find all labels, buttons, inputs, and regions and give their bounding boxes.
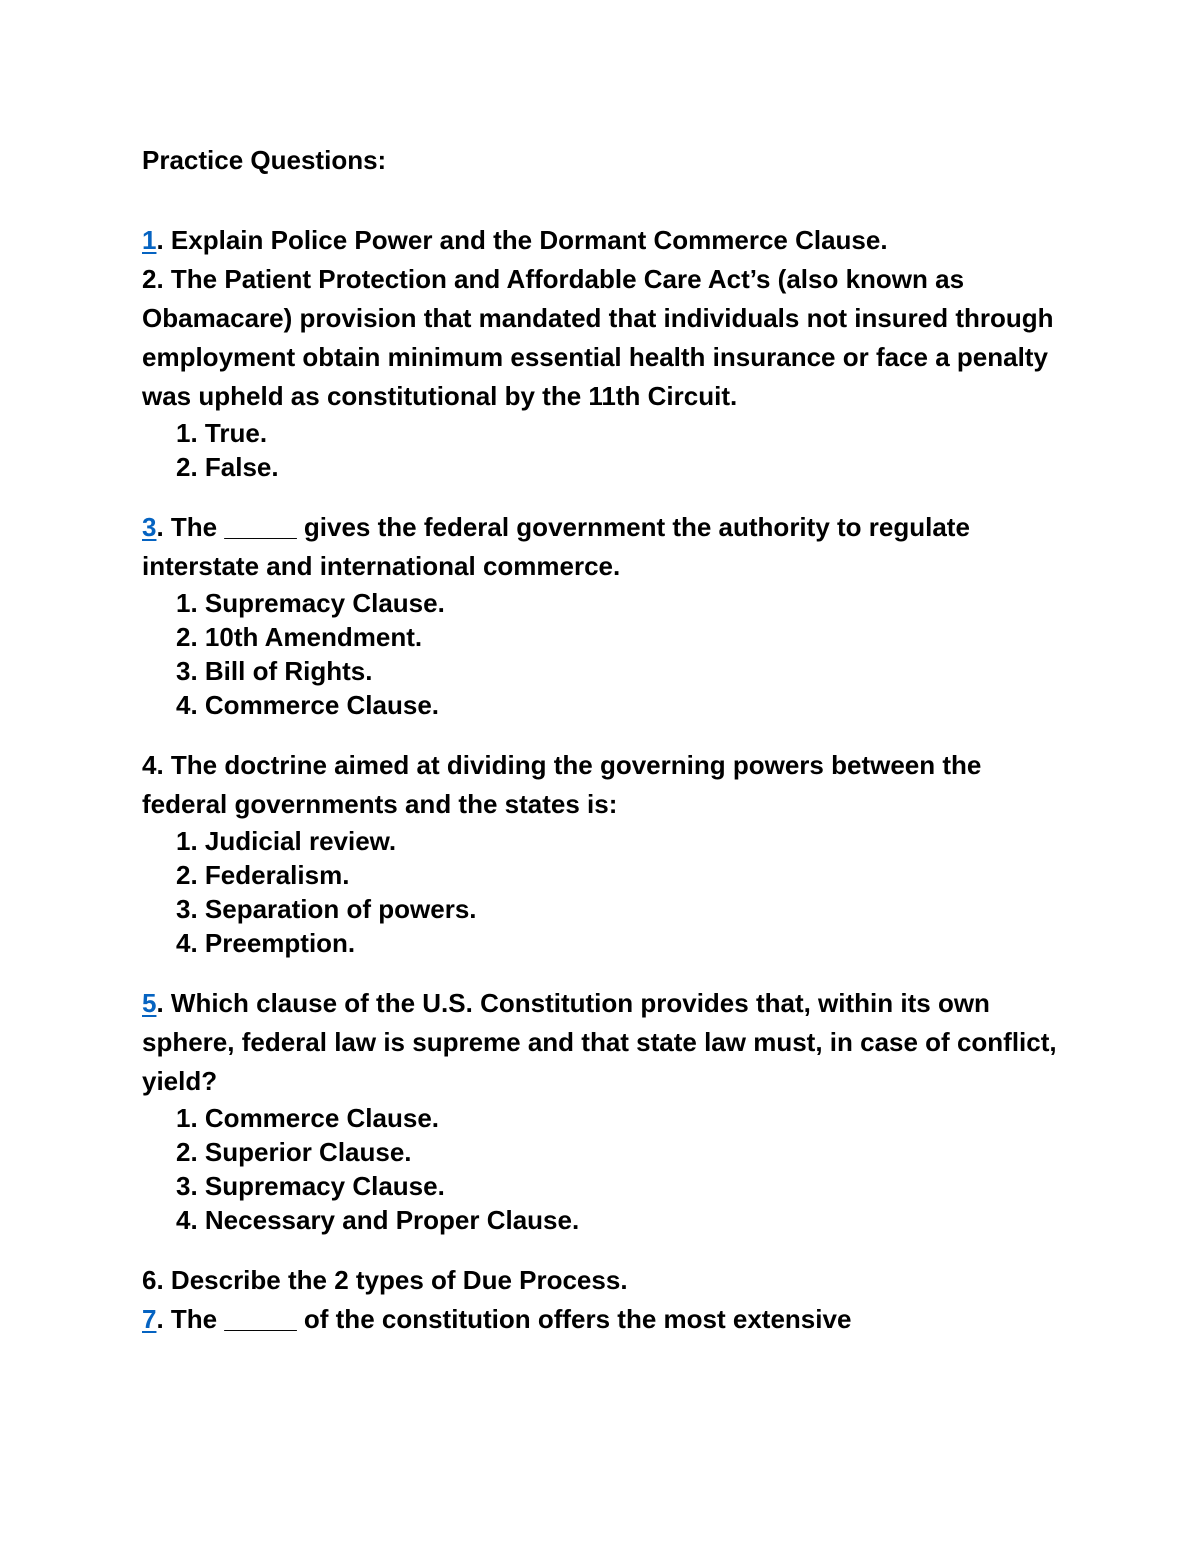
spacer — [142, 960, 1060, 984]
question-7 — [142, 1300, 1060, 1339]
question-4-text: The doctrine aimed at dividing the governing powers between the federal governments and the states is: — [142, 750, 982, 819]
spacer — [142, 722, 1060, 746]
question-5-options — [142, 1101, 1060, 1237]
question-2-option-2: 2. False. — [176, 452, 279, 482]
question-4-option-3: 3. Separation of powers. — [176, 894, 477, 924]
question-4-option-2: 2. Federalism. — [176, 860, 350, 890]
question-4 — [142, 746, 1060, 824]
question-1-text: . Explain Police Power and the Dormant Commerce Clause. — [156, 225, 888, 255]
question-3-options — [142, 586, 1060, 722]
question-3-number-link[interactable]: 3 — [142, 512, 157, 542]
question-1-number-link[interactable]: 1 — [142, 225, 157, 255]
question-5 — [142, 984, 1060, 1101]
question-4-option-4: 4. Preemption. — [176, 928, 356, 958]
question-2-text: The Patient Protection and Affordable Care Act’s (also known as Obamacare) provision that mandated that individuals not insured through employment obtain minimum essential health insurance or face a penalty was upheld as constitutional by the 11th Circuit. — [142, 264, 1054, 411]
question-5-option-3: 3. Supremacy Clause. — [176, 1171, 445, 1201]
question-1 — [142, 221, 1060, 260]
question-5-option-1: 1. Commerce Clause. — [176, 1103, 440, 1133]
question-6-text: Describe the 2 types of Due Process. — [163, 1265, 628, 1295]
question-2-options — [142, 416, 1060, 484]
spacer — [142, 484, 1060, 508]
question-3-option-3: 3. Bill of Rights. — [176, 656, 373, 686]
question-4-number: 4. — [142, 750, 164, 780]
question-2 — [142, 260, 1060, 416]
question-3-text: . The _____ gives the federal government the authority to regulate interstate and international commerce. — [142, 512, 970, 581]
question-6 — [142, 1261, 1060, 1300]
question-3-option-4: 4. Commerce Clause. — [176, 690, 440, 720]
question-6-number: 6. — [142, 1265, 164, 1295]
question-5-option-4: 4. Necessary and Proper Clause. — [176, 1205, 580, 1235]
question-7-text: . The _____ of the constitution offers the most extensive — [156, 1304, 852, 1334]
question-5-option-2: 2. Superior Clause. — [176, 1137, 412, 1167]
question-2-number: 2. — [142, 264, 164, 294]
question-3-option-2: 2. 10th Amendment. — [176, 622, 423, 652]
spacer — [142, 1237, 1060, 1261]
question-4-options — [142, 824, 1060, 960]
question-5-number-link[interactable]: 5 — [142, 988, 157, 1018]
question-3 — [142, 508, 1060, 586]
question-7-number-link[interactable]: 7 — [142, 1304, 157, 1334]
question-5-text: . Which clause of the U.S. Constitution provides that, within its own sphere, federal law is supreme and that state law must, in case of conflict, yield? — [142, 988, 1057, 1096]
question-2-option-1: 1. True. — [176, 418, 268, 448]
question-4-option-1: 1. Judicial review. — [176, 826, 397, 856]
page-title: Practice Questions: — [142, 145, 387, 175]
question-3-option-1: 1. Supremacy Clause. — [176, 588, 445, 618]
